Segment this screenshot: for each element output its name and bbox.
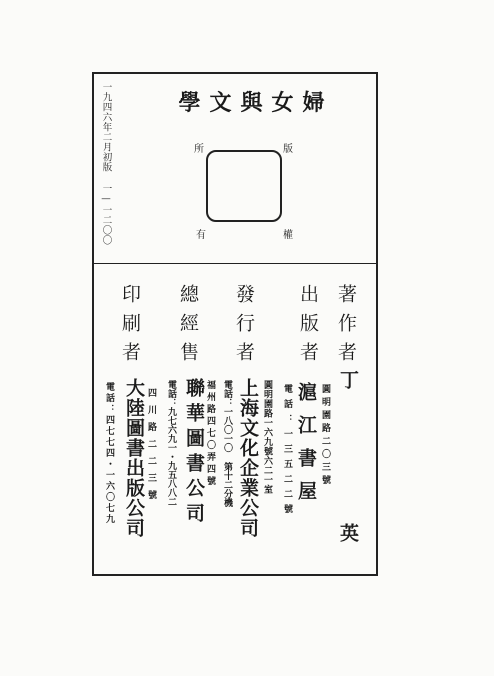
publisher-address: 圓明園路二〇三號	[320, 384, 330, 488]
role-printer: 印刷者	[119, 284, 141, 371]
distributor-name: 上海文化企業公司	[237, 378, 259, 538]
book-title: 婦女與文學	[178, 90, 334, 116]
publisher-phone: 電話：一三五二二號	[282, 384, 292, 519]
sales-name: 聯華圖書公司	[183, 378, 205, 528]
copyright-char-top-right: 版	[283, 144, 293, 155]
printer-address: 四川路二二三號	[146, 388, 156, 507]
copyright-char-bottom-right: 權	[283, 230, 293, 241]
printer-phone: 電話：四七七四・一六〇七九	[104, 382, 114, 525]
role-publisher: 出版者	[297, 284, 319, 371]
distributor-phone: 電話：一八〇一〇 第十二分機	[222, 380, 232, 507]
sales-phone: 電話：九七六九一・九五八八二	[166, 380, 176, 506]
author-name: 丁英	[337, 370, 359, 676]
distributor-address: 圓明園路一六九號六二一室	[262, 380, 272, 494]
copyright-char-top-left: 所	[194, 144, 204, 155]
colophon-divider	[92, 263, 378, 264]
copyright-char-bottom-left: 有	[196, 230, 206, 241]
role-distributor: 發行者	[233, 284, 255, 371]
edition-line: 一九四六年二月初版 一—一二〇〇	[100, 82, 112, 245]
role-sales: 總經售	[177, 284, 199, 371]
role-author: 著作者	[335, 284, 357, 371]
copyright-stamp-box	[206, 150, 282, 222]
printer-name: 大陸圖書出版公司	[123, 378, 145, 538]
sales-address: 福州路四七〇弄四號	[205, 380, 215, 488]
publisher-name: 滬江書屋	[295, 382, 317, 514]
